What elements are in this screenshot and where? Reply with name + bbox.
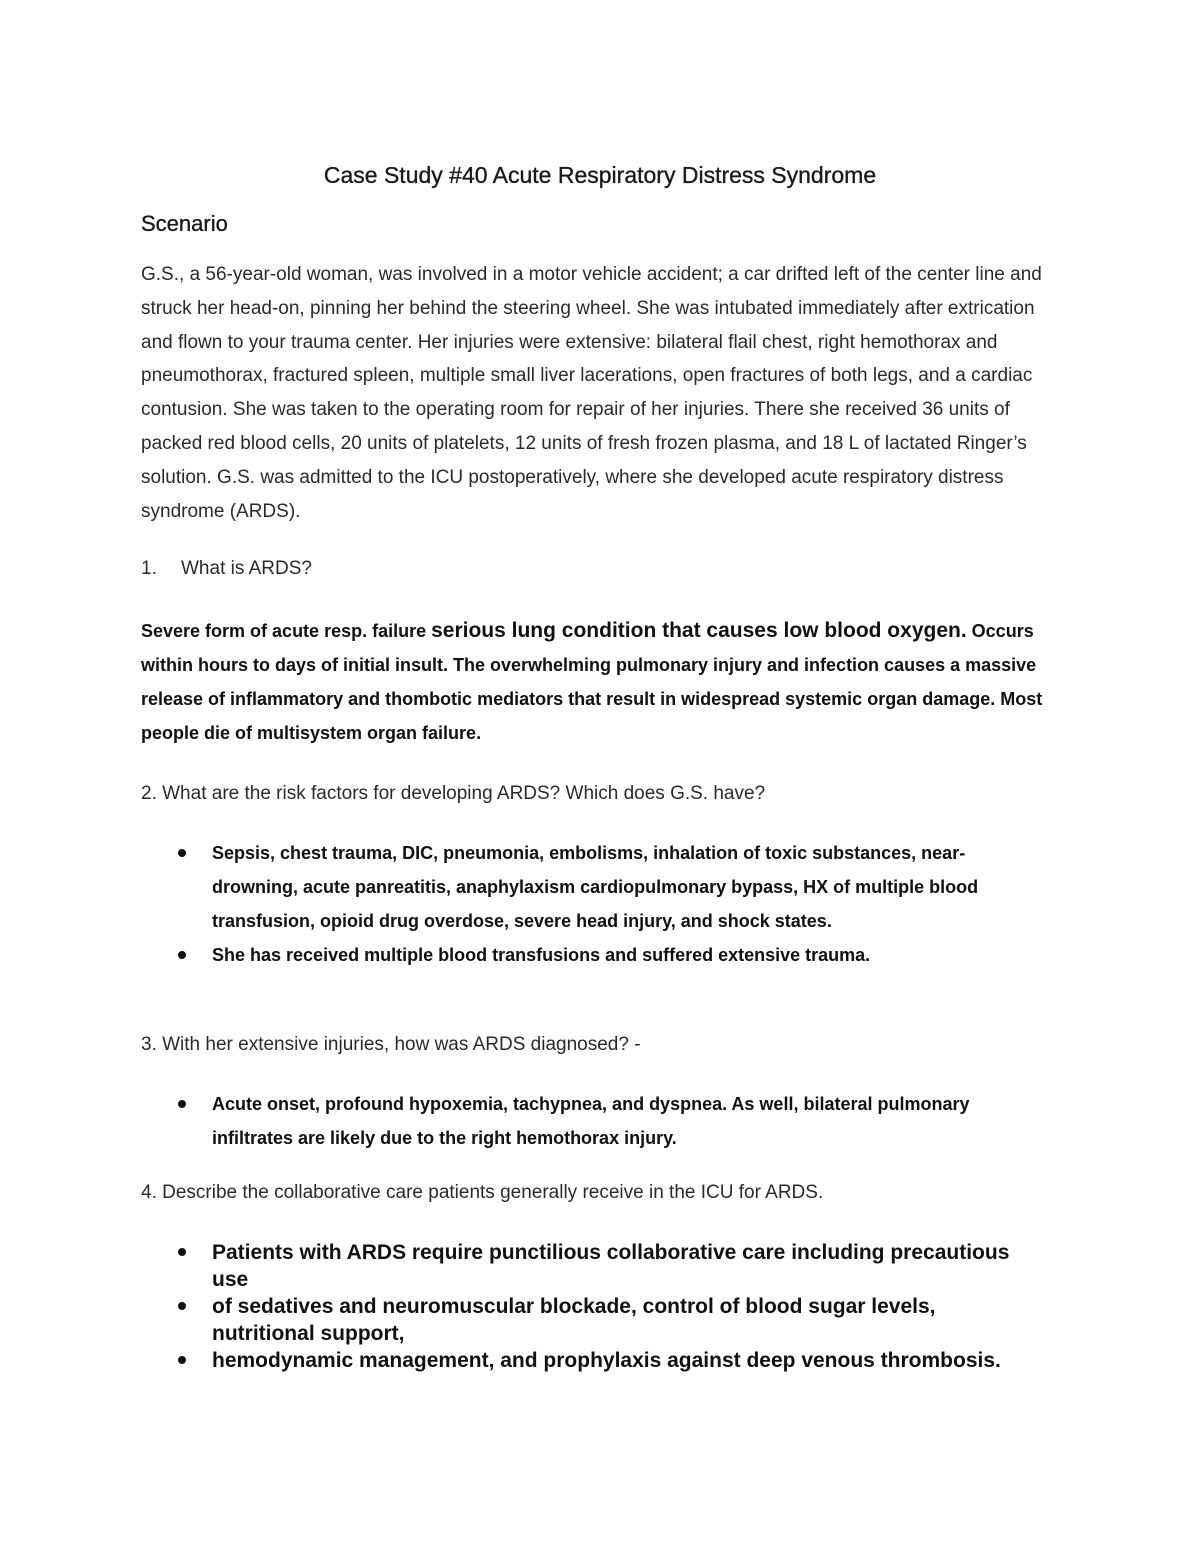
question-3-bullet-list [0,1087,1012,1155]
list-item [0,1239,1012,1293]
answer-1-part-3: Occurs within hours to days of initial insult. The overwhelming pulmonary injury and infection causes a massive release of inflammatory and thombotic mediators that result in widespread systemic organ damage. Most people die of multisystem organ failure. [141,621,1043,743]
answer-1-part-2: serious lung condition that causes low blood oxygen. [431,619,967,642]
bullet-icon [178,849,186,857]
list-item [0,1293,1012,1347]
scenario-paragraph: G.S., a 56-year-old woman, was involved in a motor vehicle accident; a car drifted left of the center line and struck her head-on, pinning her behind the steering wheel. She was intubated immediately after extrication and flown to your trauma center. Her injuries were extensive: bilateral flail chest, right hemothorax and pneumothorax, fractured spleen, multiple small liver lacerations, open fractures of both legs, and a cardiac contusion. She was taken to the operating room for repair of her injuries. There she received 36 units of packed red blood cells, 20 units of platelets, 12 units of fresh frozen plasma, and 18 L of lactated Ringer’s solution. G.S. was admitted to the ICU postoperatively, where she developed acute respiratory distress syndrome (ARDS). [141,264,1042,522]
list-item [0,1087,1012,1155]
question-1 [141,558,312,580]
bullet-icon [178,1302,186,1310]
answer-1 [141,614,1061,750]
list-item [0,938,1012,972]
question-2-bullet-list [0,836,1012,972]
bullet-icon [178,1248,186,1256]
list-item-text: Acute onset, profound hypoxemia, tachypnea, and dyspnea. As well, bilateral pulmonary infiltrates are likely due to the right hemothorax injury. [212,1094,970,1148]
list-item [0,836,1012,938]
list-item-text: Sepsis, chest trauma, DIC, pneumonia, embolisms, inhalation of toxic substances, near-drowning, acute panreatitis, anaphylaxism cardiopulmonary bypass, HX of multiple blood transfusion, opioid drug overdose, severe head injury, and shock states. [212,843,979,931]
question-1-text: What is ARDS? [181,558,312,579]
question-4: 4. Describe the collaborative care patients generally receive in the ICU for ARDS. [141,1182,824,1203]
answer-1-part-1: Severe form of acute resp. failure [141,621,432,641]
scenario-heading: Scenario [141,211,228,236]
question-2: 2. What are the risk factors for developing ARDS? Which does G.S. have? [141,783,766,804]
question-3: 3. With her extensive injuries, how was ARDS diagnosed? - [141,1034,641,1055]
question-4-bullet-list [0,1239,1012,1374]
list-item-text: hemodynamic management, and prophylaxis against deep venous thrombosis. [212,1349,1001,1372]
bullet-icon [178,1100,186,1108]
question-1-number: 1. [141,558,157,579]
document-title: Case Study #40 Acute Respiratory Distress Syndrome [323,162,877,188]
list-item-text: She has received multiple blood transfusions and suffered extensive trauma. [212,945,871,965]
list-item [0,1347,1012,1374]
bullet-icon [178,1356,186,1364]
list-item-text: Patients with ARDS require punctilious collaborative care including precautious use [212,1241,1010,1291]
list-item-text: of sedatives and neuromuscular blockade, control of blood sugar levels, nutritional support, [212,1295,936,1345]
bullet-icon [178,951,186,959]
